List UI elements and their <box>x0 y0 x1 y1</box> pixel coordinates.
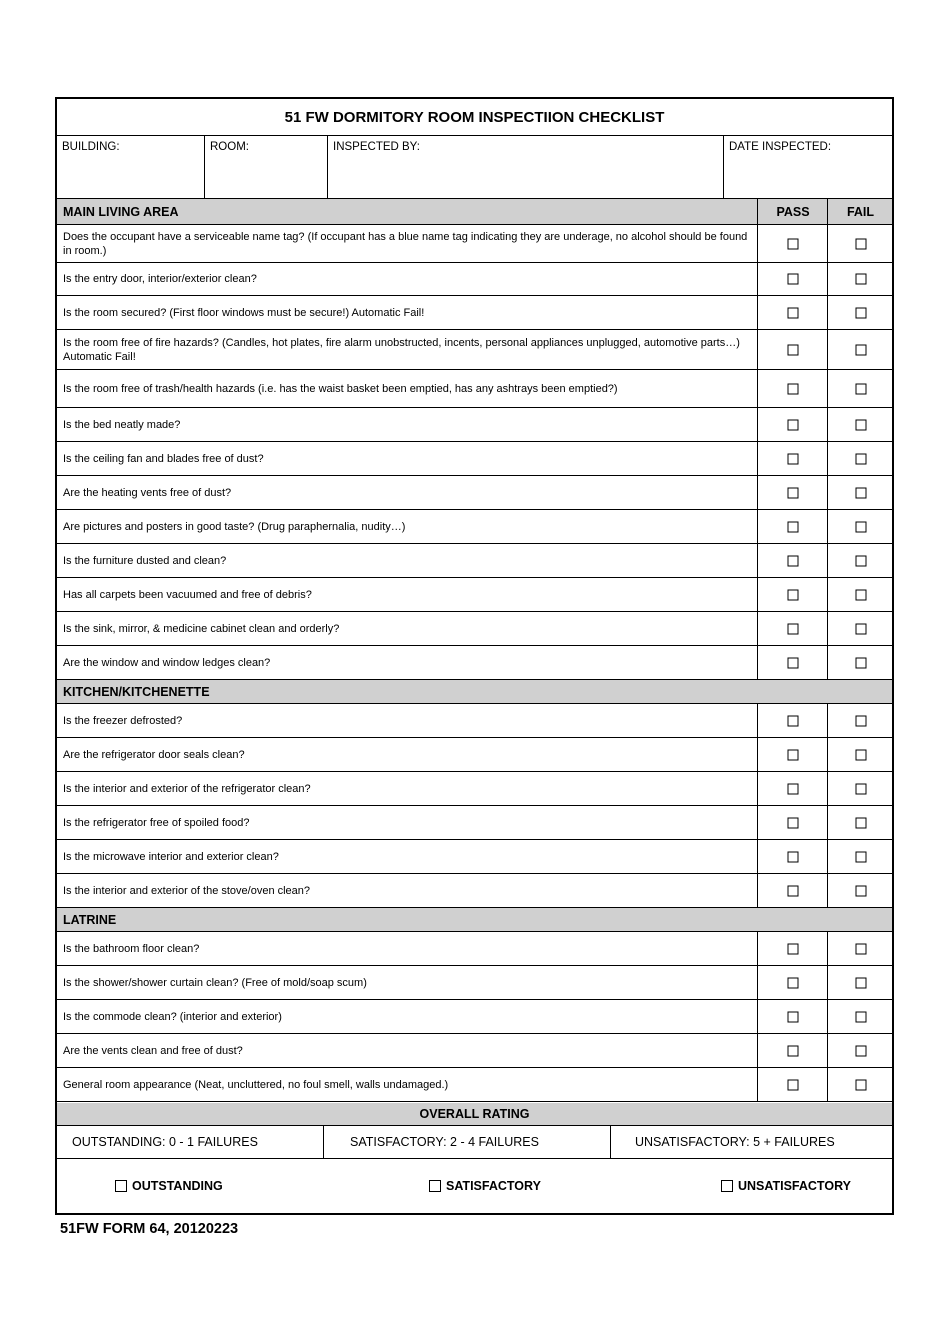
checklist-row <box>57 612 892 646</box>
checklist-row <box>57 738 892 772</box>
pass-checkbox[interactable] <box>788 238 799 249</box>
pass-cell <box>757 263 828 295</box>
pass-cell <box>757 544 828 577</box>
pass-cell <box>757 442 828 475</box>
section-title: MAIN LIVING AREA <box>63 204 179 219</box>
fail-cell <box>827 932 893 965</box>
pass-cell <box>757 510 828 543</box>
checklist-question: Is the shower/shower curtain clean? (Free of mold/soap scum) <box>63 976 367 989</box>
pass-cell <box>757 772 828 805</box>
pass-checkbox[interactable] <box>788 383 799 394</box>
pass-cell <box>757 874 828 907</box>
pass-column-header: PASS <box>757 199 828 224</box>
checklist-question: Is the bed neatly made? <box>63 418 181 431</box>
fail-checkbox[interactable] <box>855 453 866 464</box>
checklist-question: Is the room free of trash/health hazards (i.e. has the waist basket been emptied, has any ashtrays been emptied?) <box>63 382 618 395</box>
pass-checkbox[interactable] <box>788 344 799 355</box>
pass-checkbox[interactable] <box>788 453 799 464</box>
fail-cell <box>827 1000 893 1033</box>
rating-outstanding[interactable] <box>115 1159 223 1213</box>
pass-checkbox[interactable] <box>788 851 799 862</box>
checklist-question: Does the occupant have a serviceable name tag? (If occupant has a blue name tag indicating they are underage, no alcohol should be found in room.) <box>63 230 748 257</box>
fail-checkbox[interactable] <box>855 851 866 862</box>
checklist-row <box>57 646 892 680</box>
fail-checkbox[interactable] <box>855 238 866 249</box>
fail-cell <box>827 370 893 407</box>
fail-cell <box>827 225 893 262</box>
fail-cell <box>827 578 893 611</box>
checklist-row <box>57 370 892 408</box>
pass-cell <box>757 646 828 679</box>
rating-satisfactory[interactable] <box>429 1159 541 1213</box>
fail-checkbox[interactable] <box>855 1011 866 1022</box>
checklist-row <box>57 263 892 296</box>
checklist-row <box>57 1000 892 1034</box>
pass-cell <box>757 704 828 737</box>
checklist-question: Is the commode clean? (interior and exterior) <box>63 1010 282 1023</box>
form-number: 51FW FORM 64, 20120223 <box>60 1221 239 1237</box>
pass-cell <box>757 408 828 441</box>
checklist-row <box>57 442 892 476</box>
checklist-row <box>57 1034 892 1068</box>
fail-checkbox[interactable] <box>855 555 866 566</box>
rating-unsatisfactory-label: UNSATISFACTORY <box>738 1179 851 1193</box>
section-header <box>57 680 892 704</box>
checklist-question: Is the sink, mirror, & medicine cabinet clean and orderly? <box>63 622 340 635</box>
pass-cell <box>757 296 828 329</box>
checklist-question: Is the bathroom floor clean? <box>63 942 200 955</box>
fail-column-header: FAIL <box>827 199 893 224</box>
rating-outstanding-label: OUTSTANDING <box>132 1179 223 1193</box>
checklist-question: Is the room free of fire hazards? (Candles, hot plates, fire alarm unobstructed, incents, personal appliances unplugged, automotive parts…) Automatic Fail! <box>63 336 740 363</box>
pass-checkbox[interactable] <box>788 715 799 726</box>
fail-checkbox[interactable] <box>855 623 866 634</box>
checklist-row <box>57 408 892 442</box>
fail-cell <box>827 646 893 679</box>
pass-checkbox[interactable] <box>788 1079 799 1090</box>
fail-cell <box>827 704 893 737</box>
overall-rating-header: OVERALL RATING <box>57 1103 892 1126</box>
pass-cell <box>757 578 828 611</box>
fail-checkbox[interactable] <box>855 943 866 954</box>
checklist-row <box>57 704 892 738</box>
fail-cell <box>827 874 893 907</box>
pass-checkbox[interactable] <box>788 521 799 532</box>
building-field[interactable] <box>57 135 205 199</box>
pass-cell <box>757 476 828 509</box>
pass-cell <box>757 966 828 999</box>
checklist-question: Are the refrigerator door seals clean? <box>63 748 245 761</box>
pass-checkbox[interactable] <box>788 657 799 668</box>
rating-satisfactory-label: SATISFACTORY <box>446 1179 541 1193</box>
inspected-by-field[interactable] <box>328 135 724 199</box>
fail-cell <box>827 738 893 771</box>
checklist-row <box>57 840 892 874</box>
pass-cell <box>757 806 828 839</box>
pass-checkbox[interactable] <box>788 1045 799 1056</box>
checklist-question: Is the room secured? (First floor windows must be secure!) Automatic Fail! <box>63 306 425 319</box>
fail-checkbox[interactable] <box>855 521 866 532</box>
fail-cell <box>827 296 893 329</box>
fail-checkbox[interactable] <box>855 977 866 988</box>
checklist-row <box>57 966 892 1000</box>
checklist-row <box>57 874 892 908</box>
checklist-question: Are pictures and posters in good taste? (Drug paraphernalia, nudity…) <box>63 520 406 533</box>
checklist-question: Has all carpets been vacuumed and free of debris? <box>63 588 312 601</box>
fail-checkbox[interactable] <box>855 419 866 430</box>
checklist-row <box>57 476 892 510</box>
checklist-question: General room appearance (Neat, uncluttered, no foul smell, walls undamaged.) <box>63 1078 449 1091</box>
checklist-question: Is the freezer defrosted? <box>63 714 183 727</box>
checklist-question: Are the heating vents free of dust? <box>63 486 232 499</box>
outstanding-checkbox[interactable] <box>115 1180 127 1192</box>
unsatisfactory-checkbox[interactable] <box>721 1180 733 1192</box>
pass-checkbox[interactable] <box>788 885 799 896</box>
checklist-question: Is the furniture dusted and clean? <box>63 554 227 567</box>
checklist-row <box>57 330 892 370</box>
satisfactory-checkbox[interactable] <box>429 1180 441 1192</box>
rating-criteria <box>57 1126 892 1159</box>
fail-cell <box>827 476 893 509</box>
fail-checkbox[interactable] <box>855 1079 866 1090</box>
criteria-outstanding: OUTSTANDING: 0 - 1 FAILURES <box>57 1126 324 1158</box>
pass-checkbox[interactable] <box>788 487 799 498</box>
section-header <box>57 908 892 932</box>
pass-checkbox[interactable] <box>788 589 799 600</box>
checklist-row <box>57 225 892 263</box>
section-title: LATRINE <box>63 912 117 927</box>
pass-checkbox[interactable] <box>788 943 799 954</box>
pass-cell <box>757 1034 828 1067</box>
checklist-question: Is the interior and exterior of the stove/oven clean? <box>63 884 311 897</box>
pass-checkbox[interactable] <box>788 783 799 794</box>
room-label: ROOM: <box>210 141 249 153</box>
pass-cell <box>757 1068 828 1101</box>
checklist-question: Is the ceiling fan and blades free of dust? <box>63 452 264 465</box>
form-title: 51 FW DORMITORY ROOM INSPECTIION CHECKLIST <box>57 99 892 136</box>
pass-checkbox[interactable] <box>788 555 799 566</box>
pass-checkbox[interactable] <box>788 1011 799 1022</box>
pass-cell <box>757 932 828 965</box>
checklist-question: Are the vents clean and free of dust? <box>63 1044 243 1057</box>
fail-checkbox[interactable] <box>855 487 866 498</box>
fail-checkbox[interactable] <box>855 589 866 600</box>
fail-checkbox[interactable] <box>855 307 866 318</box>
fail-checkbox[interactable] <box>855 344 866 355</box>
criteria-satisfactory: SATISFACTORY: 2 - 4 FAILURES <box>324 1126 611 1158</box>
date-inspected-label: DATE INSPECTED: <box>729 141 832 153</box>
pass-checkbox[interactable] <box>788 977 799 988</box>
fail-checkbox[interactable] <box>855 817 866 828</box>
fail-checkbox[interactable] <box>855 657 866 668</box>
fail-checkbox[interactable] <box>855 383 866 394</box>
checklist-row <box>57 544 892 578</box>
room-field[interactable] <box>205 135 328 199</box>
pass-checkbox[interactable] <box>788 274 799 285</box>
checklist-row <box>57 772 892 806</box>
date-inspected-field[interactable] <box>724 135 892 199</box>
fail-cell <box>827 330 893 369</box>
pass-checkbox[interactable] <box>788 623 799 634</box>
checklist-row <box>57 1068 892 1102</box>
pass-cell <box>757 1000 828 1033</box>
fail-cell <box>827 806 893 839</box>
pass-cell <box>757 840 828 873</box>
section-header <box>57 199 892 225</box>
pass-cell <box>757 225 828 262</box>
pass-cell <box>757 612 828 645</box>
criteria-unsatisfactory: UNSATISFACTORY: 5 + FAILURES <box>635 1135 835 1149</box>
fail-cell <box>827 612 893 645</box>
fail-checkbox[interactable] <box>855 783 866 794</box>
checklist-question: Is the refrigerator free of spoiled food? <box>63 816 250 829</box>
fail-checkbox[interactable] <box>855 885 866 896</box>
fail-cell <box>827 772 893 805</box>
pass-checkbox[interactable] <box>788 307 799 318</box>
checklist-question: Is the interior and exterior of the refrigerator clean? <box>63 782 311 795</box>
building-label: BUILDING: <box>62 141 120 153</box>
rating-unsatisfactory[interactable] <box>721 1159 851 1213</box>
rating-choices <box>57 1159 892 1213</box>
fail-cell <box>827 1034 893 1067</box>
pass-cell <box>757 738 828 771</box>
pass-checkbox[interactable] <box>788 817 799 828</box>
fail-cell <box>827 442 893 475</box>
fail-cell <box>827 510 893 543</box>
pass-cell <box>757 370 828 407</box>
fail-cell <box>827 544 893 577</box>
checklist-row <box>57 510 892 544</box>
pass-checkbox[interactable] <box>788 419 799 430</box>
fail-cell <box>827 408 893 441</box>
inspected-by-label: INSPECTED BY: <box>333 141 420 153</box>
fail-checkbox[interactable] <box>855 715 866 726</box>
checklist-question: Is the entry door, interior/exterior clean? <box>63 273 257 285</box>
fail-cell <box>827 263 893 295</box>
checklist-row <box>57 806 892 840</box>
fail-checkbox[interactable] <box>855 1045 866 1056</box>
checklist-row <box>57 578 892 612</box>
section-title: KITCHEN/KITCHENETTE <box>63 684 210 699</box>
checklist-row <box>57 296 892 330</box>
fail-cell <box>827 1068 893 1101</box>
fail-cell <box>827 840 893 873</box>
fail-cell <box>827 966 893 999</box>
pass-checkbox[interactable] <box>788 749 799 760</box>
pass-cell <box>757 330 828 369</box>
checklist-row <box>57 932 892 966</box>
checklist-question: Is the microwave interior and exterior clean? <box>63 850 279 863</box>
inspection-form <box>55 97 894 1215</box>
fail-checkbox[interactable] <box>855 749 866 760</box>
fail-checkbox[interactable] <box>855 274 866 285</box>
checklist-question: Are the window and window ledges clean? <box>63 656 271 669</box>
